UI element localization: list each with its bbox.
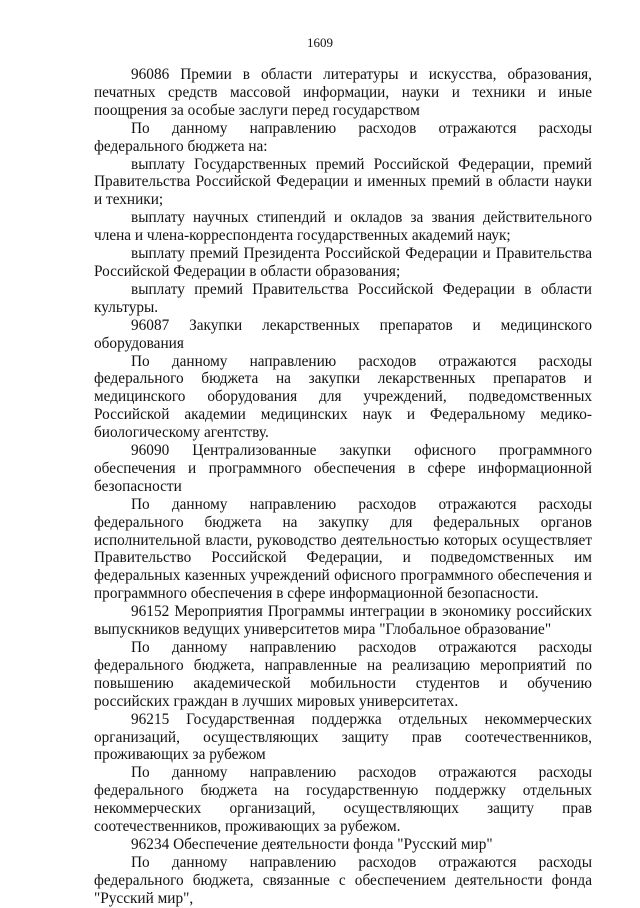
paragraph-description: По данному направлению расходов отражаются расходы федерального бюджета, направленные на реализацию мероприятий по повышению академической мобильности студентов и обучению российских граждан в лучших мировых университетах. bbox=[94, 639, 592, 710]
page-number: 1609 bbox=[307, 35, 333, 50]
paragraph-list-item: выплату Государственных премий Российской Федерации, премий Правительства Российской Федерации и именных премий в области науки и техники; bbox=[94, 155, 592, 209]
paragraph-description: По данному направлению расходов отражаются расходы федерального бюджета на: bbox=[94, 119, 592, 155]
paragraph-list-item: выплату премий Президента Российской Федерации и Правительства Российской Федерации в области образования; bbox=[94, 245, 592, 280]
paragraph-description: По данному направлению расходов отражаются расходы федерального бюджета на закупку для федеральных органов исполнительной власти, руководство деятельностью которых осуществляет Правительство Российской Федерации, и подведомственных им федеральных казенных учреждений офисного программного обеспечения и программного обеспечения в сфере информационной безопасности. bbox=[94, 495, 592, 603]
paragraph-96087-heading: 96087 Закупки лекарственных препаратов и медицинского оборудования bbox=[94, 316, 592, 352]
paragraph-96090-heading: 96090 Централизованные закупки офисного программного обеспечения и программного обеспечения в сфере информационной безопасности bbox=[94, 442, 592, 495]
document-body bbox=[94, 66, 592, 908]
paragraph-96234-heading: 96234 Обеспечение деятельности фонда "Русский мир" bbox=[131, 835, 493, 853]
paragraph-96152-heading: 96152 Мероприятия Программы интеграции в экономику российских выпускников ведущих университетов мира "Глобальное образование" bbox=[94, 603, 592, 639]
paragraph-description: По данному направлению расходов отражаются расходы федерального бюджета на государственную поддержку отдельных некоммерческих организаций, осуществляющих защиту прав соотечественников, проживающих за рубежом. bbox=[94, 764, 592, 836]
paragraph-description: По данному направлению расходов отражаются расходы федерального бюджета на закупки лекарственных препаратов и медицинского оборудования для учреждений, подведомственных Российской академии медицинских наук и Федеральному медико-биологическому агентству. bbox=[94, 352, 592, 442]
paragraph-description: По данному направлению расходов отражаются расходы федерального бюджета, связанные с обеспечением деятельности фонда "Русский мир", bbox=[94, 853, 592, 907]
paragraph-list-item: выплату премий Правительства Российской Федерации в области культуры. bbox=[94, 280, 592, 316]
paragraph-96215-heading: 96215 Государственная поддержка отдельных некоммерческих организаций, осуществляющих защиту прав соотечественников, проживающих за рубежом bbox=[94, 710, 592, 764]
paragraph-list-item: выплату научных стипендий и окладов за звания действительного члена и члена-корреспондента государственных академий наук; bbox=[94, 209, 592, 245]
paragraph-96086-heading: 96086 Премии в области литературы и искусства, образования, печатных средств массовой информации, науки и техники и иные поощрения за особые заслуги перед государством bbox=[94, 66, 592, 119]
